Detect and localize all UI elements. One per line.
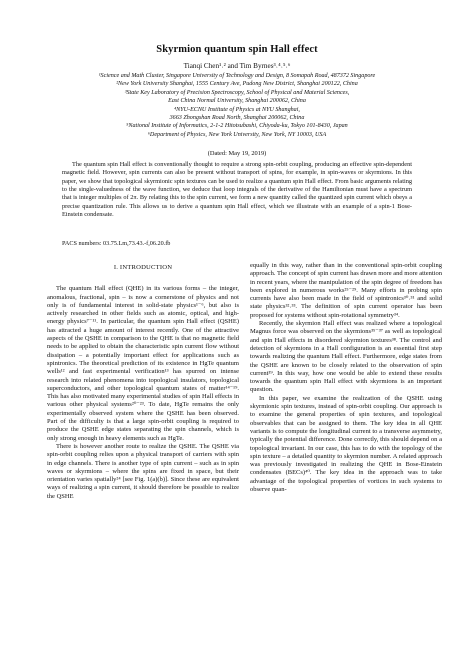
pacs-numbers: PACS numbers: 03.75.Lm,73.43.-f,06.20.fb <box>62 240 171 247</box>
affiliation-line: ⁶Department of Physics, New York University, New York, NY 10003, USA <box>147 131 327 138</box>
paper-title: Skyrmion quantum spin Hall effect <box>156 44 318 55</box>
body-paragraph: equally in this way, rather than in the conventional spin-orbit coupling approach. The concept of spin current has drawn more and more attention in recent years, where the manipulation of the spin degree of freedom has been explored in numerous works²⁵⁻²⁹. Many efforts in probing spin currents have also been made in the field of spintronics³⁰˒³¹ and solid state physics³²˒³³. The definition of spin current operator has been proposed for systems without spin-rotational symmetry³⁴. <box>250 262 442 319</box>
affiliation-line: East China Normal University, Shanghai 200062, China <box>168 98 306 105</box>
affiliation-line: 3663 Zhongshan Road North, Shanghai 200062, China <box>169 115 305 122</box>
dated-line: (Dated: May 19, 2019) <box>207 150 267 157</box>
affiliation-line: ²New York University Shanghai, 1555 Century Ave, Pudong New District, Shanghai 200122, China <box>116 81 358 88</box>
right-column <box>250 262 442 662</box>
affiliation-line: ¹Science and Math Cluster, Singapore University of Technology and Design, 8 Somapah Road, 487372 Singapore <box>98 73 376 79</box>
abstract: The quantum spin Hall effect is conventionally thought to require a strong spin-orbit coupling, producing an effective spin-dependent magnetic field. However, spin currents can also be present without transport of spins, for example, in spin-waves or skyrmions. In this paper, we show that topological skyrmionic spin textures can be used to realize a quantum spin Hall effect. From basic arguments relating to the single-valuedness of the wave function, we deduce that loop integrals of the derivative of the Hamiltonian must have a spectrum that is integer multiples of 2π. By relating this to the spin current, we form a new quantity called the quantized spin current which obeys a precise quantization rule. This allows us to derive a quantum spin Hall effect, which we illustrate with an example of a spin-1 Bose-Einstein condensate. <box>62 161 412 219</box>
body-paragraph: The quantum Hall effect (QHE) in its various forms – the integer, anomalous, fractional, spin – is now a cornerstone of physics and not only is of fundamental interest in solid-state physics¹⁻⁶, but also is actively researched in other fields such as atomic, optical, and high-energy physics⁷⁻¹¹. In particular, the quantum spin Hall effect (QSHE) has attracted a huge amount of interest recently. One of the attractive aspects of the QSHE in comparison to the QHE is that no magnetic field needs to be applied to obtain the characteristic spin current flow without dissipation – a potentially important effect for applications such as spintronics. The theoretical prediction of its existence in HgTe quantum wells¹² and fast experimental verification¹³ has spurred on intense research into related phenomena into topological insulators, topological superconductors, and other topological quantum states of matter¹⁴⁻¹⁹. This has also motivated many experimental studies of spin Hall effects in various other physical systems²⁰⁻²³. To date, HgTe remains the only experimentally observed system where the QSHE has been observed. Part of the difficulty is that a large spin-orbit coupling is required to produce the QSHE edge states separating the spin channels, which is only strong enough in heavy elements such as HgTe. <box>47 285 239 442</box>
body-paragraph: Recently, the skyrmion Hall effect was realized where a topological Magnus force was observed on the skyrmions³⁵⁻³⁷ as well as topological and spin Hall effects in disordered skyrmion textures³⁸. The control and detection of skyrmions in a Hall configuration is an essential first step towards realizing the quantum Hall effect. Furthermore, edge states from the QSHE are known to be closely related to the observation of spin current³⁹. In this way, how one would be able to extend these results towards the quantum spin Hall effect with skyrmions is an important question. <box>250 320 442 394</box>
left-column <box>47 262 239 662</box>
affiliation-line: ⁵National Institute of Informatics, 2-1-2 Hitotsubashi, Chiyoda-ku, Tokyo 101-8430, Japan <box>126 123 348 130</box>
paper-authors: Tianqi Chen¹˒² and Tim Byrnes³˒⁴˒⁵˒⁶ <box>183 62 291 70</box>
affiliation-line: ³State Key Laboratory of Precision Spectroscopy, School of Physical and Material Sciences, <box>124 89 350 96</box>
section-heading: I. INTRODUCTION <box>113 264 173 271</box>
affiliation-line: ⁴NYU-ECNU Institute of Physics at NYU Shanghai, <box>174 106 300 113</box>
body-paragraph: There is however another route to realize the QSHE. The QSHE via spin-orbit coupling relies upon a physical transport of carriers with spin in edge channels. There is another type of spin current – such as in spin waves or skyrmions – where the spins are fixed in space, but their orientation varies spatially²⁴ [see Fig. 1(a)(b)]. Since these are equivalent ways of realizing a spin current, it should therefore be possible to realize the QSHE <box>47 442 239 500</box>
body-paragraph: In this paper, we examine the realization of the QSHE using skyrmionic spin textures, instead of spin-orbit coupling. Our approach is to examine the general properties of spin textures, and topological observables that can be assigned to them. The key idea in all QHE variants is to compute the longitudinal current to a transverse asymmetry, typically the potential difference. Done correctly, this should depend on a topological invariant. In our case, this has to do with the topology of the spin texture – a detailed quantity to skyrmion number. A related approach was previously investigated in realizing the QHE in Bose-Einstein condensates (BECs)⁴⁰. The key idea in the approach was to take advantage of the topological properties of vortices in such systems to observe quan- <box>250 394 442 494</box>
affiliations <box>40 72 434 139</box>
